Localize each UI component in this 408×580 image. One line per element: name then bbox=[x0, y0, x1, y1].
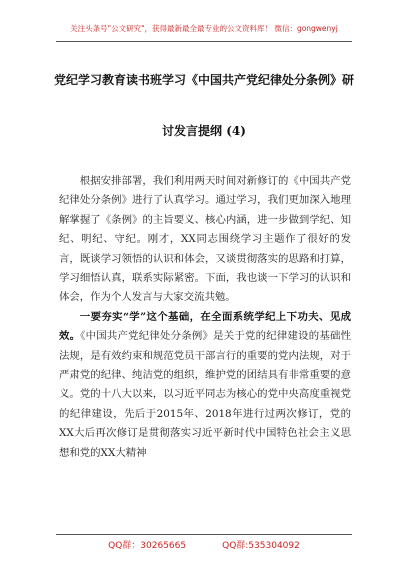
paragraph-intro: 根据安排部署，我们利用两天时间对新修订的《中国共产党纪律处分条例》进行了认真学习。通过学习，我们更加深入地理解掌握了《条例》的主旨要义、核心内涵，进一步做到学纪、知纪、明纪、守纪。刚才，XX同志围绕学习主题作了很好的发言，既谈学习领悟的认识和体会，又谈贯彻落实的思路和打算，学习细悟认真，联系实际紧密。下面，我也谈一下学习的认识和体会，作为个人发言与大家交流共勉。 bbox=[59, 175, 351, 304]
header-divider bbox=[56, 41, 352, 42]
footer-qq-group-1: QQ群：30265665 bbox=[108, 541, 187, 551]
footer-contacts bbox=[0, 538, 408, 551]
paragraph-point-one bbox=[59, 308, 351, 463]
footer-divider bbox=[56, 534, 352, 535]
document-title-line2: 讨发言提纲 (4) bbox=[162, 124, 246, 138]
document-body bbox=[59, 172, 351, 463]
header-notice: 关注头条号"公文研究"，获得最新最全最专业的公文资料库！ 微信：gongwenyj bbox=[70, 24, 338, 33]
footer-qq-group-2: QQ群:535304092 bbox=[222, 541, 300, 551]
paragraph-point-one-lead: 一要夯实“学”这个基础，在全面系统学纪上下功夫、见成效。 bbox=[59, 310, 351, 343]
paragraph-point-one-body: 《中国共产党纪律处分条例》是关于党的纪律建设的基础性法规，是有效约束和规范党员干部言行的重要的党内法规，对于严肃党的纪律、纯洁党的组织，维护党的团结具有非常重要的意义。党的十八大以来，以习近平同志为核心的党中央高度重视党的纪律建设，先后于2015年、2018年进行过两次修订，党的XX大后再次修订是贯彻落实习近平新时代中国特色社会主义思想和党的XX大精神 bbox=[59, 330, 351, 459]
document-title-line1: 党纪学习教育读书班学习《中国共产党纪律处分条例》研 bbox=[53, 73, 354, 87]
